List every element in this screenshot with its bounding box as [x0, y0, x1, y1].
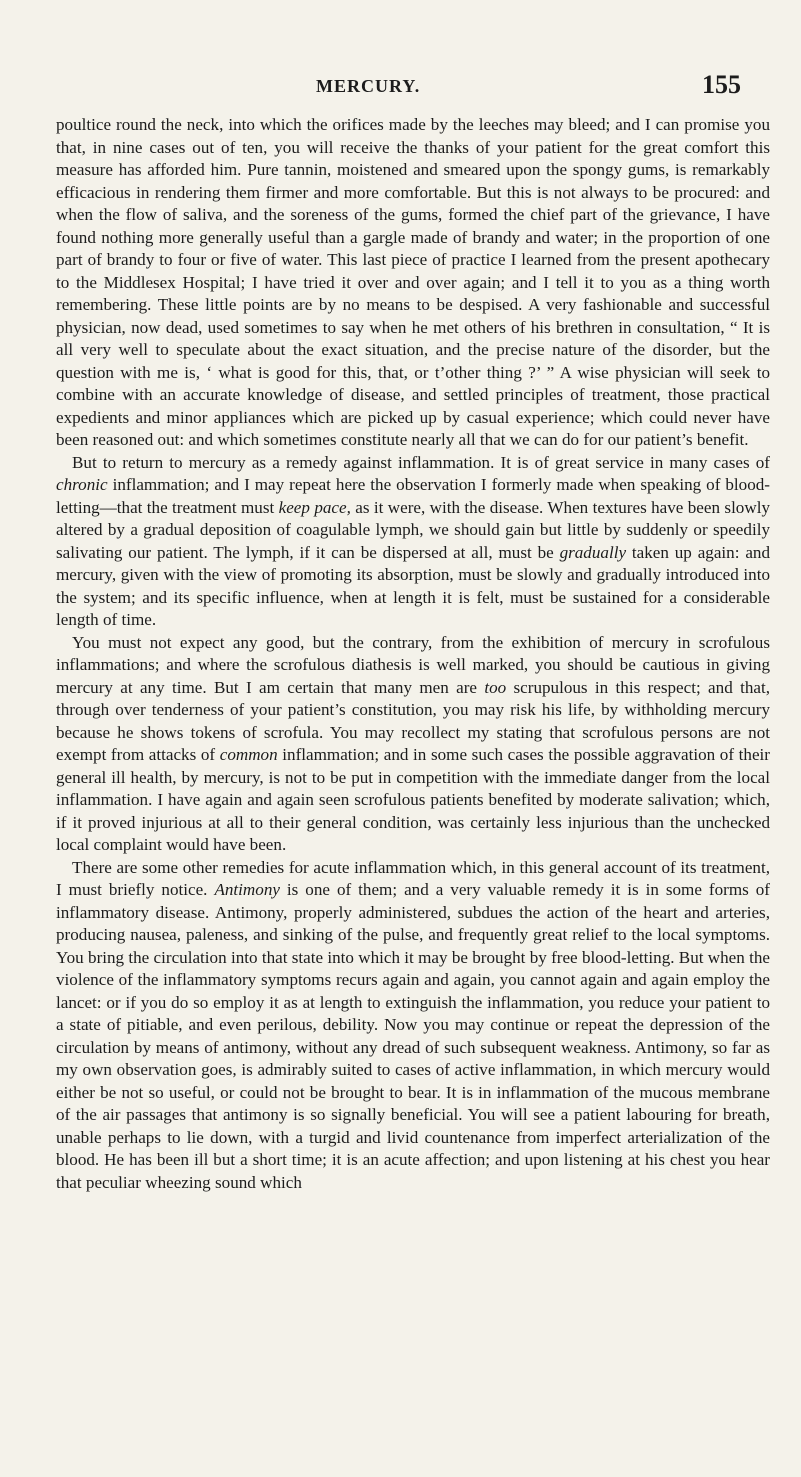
body-text [56, 114, 770, 1194]
italic-text: Antimony [214, 880, 280, 899]
paragraph [56, 114, 770, 452]
italic-text: common [219, 745, 278, 764]
text-run: taken up again: and mercury, given with the view of promoting its absorption, must be slowly and gradually introduced into the system; and its specific influence, when at length it is felt, must be sustained for a considerable length of time. [56, 542, 770, 629]
paragraph [56, 857, 770, 1195]
italic-text: keep pace, [278, 497, 351, 517]
italic-text: chronic [56, 475, 108, 494]
text-run: as it were, with the disease. When textures have been slowly altered by a gradual deposition of coagulable lymph, we should gain but little by suddenly or speedily salivating our patient. The lymph, if it can be dispersed at all, must be [56, 497, 770, 562]
text-run: You must not expect any good, but the contrary, from the exhibition of mercury in scrofulous inflammations; and where the scrofulous diathesis is well marked, you should be cautious in giving mercury at any time. But I am certain that many men are [56, 632, 770, 697]
italic-text: gradually [559, 542, 627, 562]
paragraph [56, 452, 770, 632]
text-run: There are some other remedies for acute inflammation which, in this general account of its treatment, I must briefly notice. [56, 857, 770, 899]
text-run: is one of them; and a very valuable remedy it is in some forms of inflammatory disease. Antimony, properly administered, subdues the action of the heart and arteries, producing nausea, paleness, and sinking of the pulse, and frequently great relief to the local symptoms. You bring the circulation into that state into which it may be brought by free blood-letting. But when the violence of the inflammatory symptoms recurs again and again, you cannot again and again employ the lancet: or if you do so employ it as at length to extinguish the inflammation, you reduce your patient to a state of pitiable, and even perilous, debility. Now you may continue or repeat the depression of the circulation by means of antimony, without any dread of such subsequent weakness. Antimony, so far as my own observation goes, is admirably suited to cases of active inflammation, in which mercury would either be not so useful, or could not be brought to bear. It is in inflammation of the mucous membrane of the air passages that antimony is so signally beneficial. You will see a patient labouring for breath, unable perhaps to lie down, with a turgid and livid countenance from imperfect arterialization of the blood. He has been ill but a short time; it is an acute affection; and upon listening at his chest you hear that peculiar wheezing sound which [56, 880, 770, 1192]
text-run: scrupulous in this respect; and that, through over tenderness of your patient’s constitution, you may risk his life, by withholding mercury because he shows tokens of scrofula. You may recollect my stating that scrofulous persons are not exempt from attacks of [56, 677, 770, 764]
text-run: inflammation; and in some such cases the possible aggravation of their general ill health, by mercury, is not to be put in competition with the immediate danger from the local inflammation. I have again and again seen scrofulous patients benefited by moderate salivation; which, if it proved injurious at all to their general condition, was certainly less injurious than the unchecked local complaint would have been. [56, 745, 770, 854]
page-number: 155 [702, 70, 741, 99]
text-run: poultice round the neck, into which the orifices made by the leeches may bleed; and I can promise you that, in nine cases out of ten, you will receive the thanks of your patient for the great comfort this measure has afforded him. Pure tannin, moistened and smeared upon the spongy gums, is remarkably efficacious in rendering them firmer and more comfortable. But this is not always to be procured: and when the flow of saliva, and the soreness of the gums, formed the chief part of the grievance, I have found nothing more generally useful than a gargle made of brandy and water; in the proportion of one part of brandy to four or five of water. This last piece of practice I learned from the present apothecary to the Middlesex Hospital; I have tried it over and over again; and I tell it to you as a thing worth remembering. These little points are by no means to be despised. A very fashionable and successful physician, now dead, used sometimes to say when he met others of his brethren in consultation, “ It is all very well to speculate about the exact situation, and the precise nature of the disorder, but the question with me is, ‘ what is good for this, that, or t’other thing ?’ ” A wise physician will seek to combine with an accurate knowledge of disease, and settled principles of treatment, those practical expedients and minor appliances which are picked up by casual experience; which could never have been reasoned out: and which sometimes constitute nearly all that we can do for our patient’s benefit. [56, 115, 770, 449]
italic-text: too [484, 677, 507, 697]
paragraph [56, 632, 770, 857]
running-head: MERCURY. [316, 76, 421, 96]
text-run: inflammation; and I may repeat here the observation I formerly made when speaking of blood-letting—that the treatment must [56, 475, 770, 517]
text-run: But to return to mercury as a remedy against inflammation. It is of great service in many cases of [72, 452, 770, 472]
page-header [0, 70, 801, 106]
